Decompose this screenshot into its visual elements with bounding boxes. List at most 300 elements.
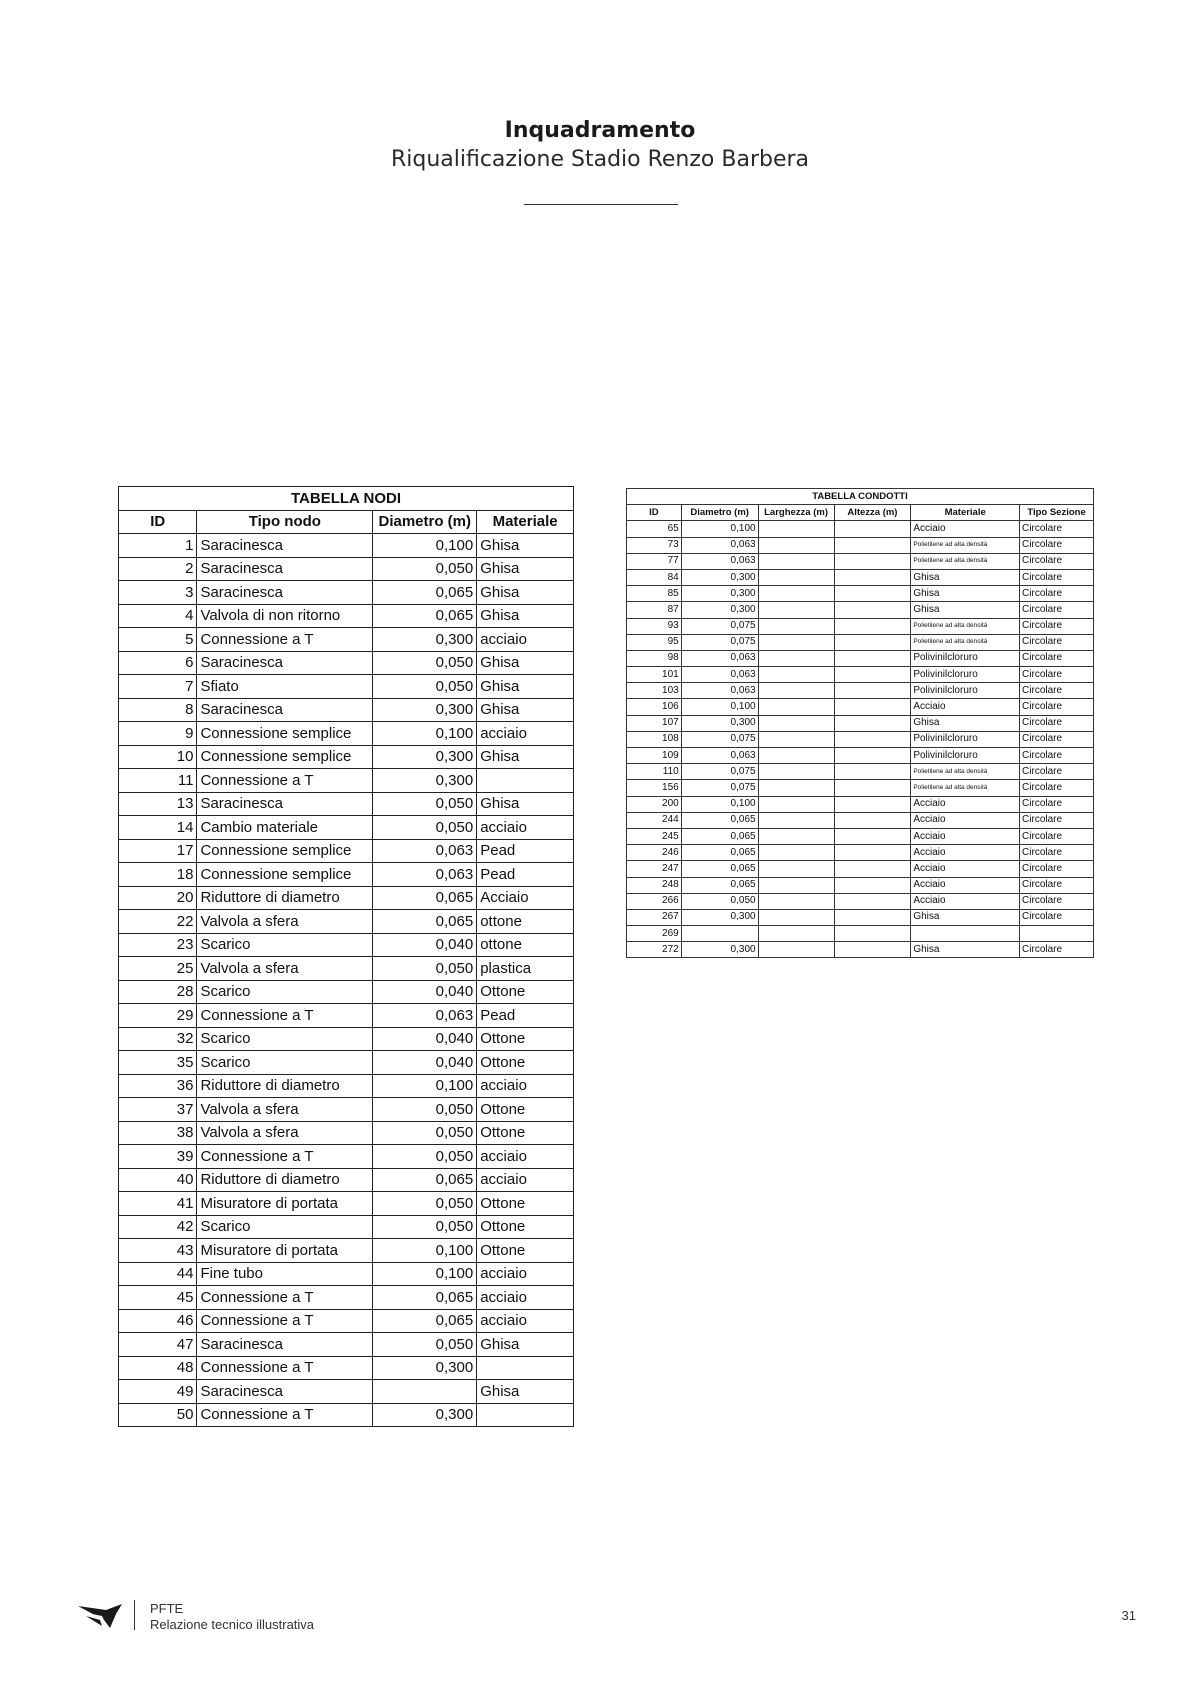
cell-material: acciaio bbox=[477, 1145, 574, 1169]
cell-diameter: 0,065 bbox=[681, 845, 758, 861]
cell-node-type: Saracinesca bbox=[197, 534, 373, 558]
cell-node-type: Saracinesca bbox=[197, 792, 373, 816]
table-row bbox=[119, 1239, 574, 1263]
cell-height bbox=[834, 748, 911, 764]
table-row bbox=[119, 839, 574, 863]
table-row bbox=[627, 634, 1094, 650]
cell-section-type: Circolare bbox=[1020, 861, 1094, 877]
page-title: Inquadramento bbox=[504, 118, 696, 143]
cell-diameter: 0,300 bbox=[681, 909, 758, 925]
table-row bbox=[119, 1027, 574, 1051]
cell-width bbox=[758, 796, 834, 812]
cell-diameter: 0,050 bbox=[373, 651, 477, 675]
cell-node-type: Connessione semplice bbox=[197, 863, 373, 887]
cell-material bbox=[911, 926, 1020, 942]
table-row bbox=[627, 537, 1094, 553]
cell-node-type: Connessione a T bbox=[197, 1356, 373, 1380]
cell-height bbox=[834, 942, 911, 958]
cell-material: acciaio bbox=[477, 628, 574, 652]
cell-id: 93 bbox=[627, 618, 682, 634]
cell-diameter: 0,065 bbox=[373, 1286, 477, 1310]
cell-node-type: Saracinesca bbox=[197, 651, 373, 675]
table-row bbox=[119, 1380, 574, 1404]
cell-id: 25 bbox=[119, 957, 197, 981]
table-row bbox=[119, 816, 574, 840]
cell-diameter: 0,063 bbox=[681, 667, 758, 683]
cell-id: 35 bbox=[119, 1051, 197, 1075]
cell-node-type: Riduttore di diametro bbox=[197, 1074, 373, 1098]
table-row bbox=[119, 886, 574, 910]
cell-id: 3 bbox=[119, 581, 197, 605]
cell-id: 95 bbox=[627, 634, 682, 650]
cell-node-type: Scarico bbox=[197, 933, 373, 957]
cell-node-type: Valvola a sfera bbox=[197, 1098, 373, 1122]
cell-material: Ghisa bbox=[911, 909, 1020, 925]
cell-material: Polivinilcloruro bbox=[911, 667, 1020, 683]
table-row bbox=[119, 628, 574, 652]
cell-material: Ghisa bbox=[477, 792, 574, 816]
cell-height bbox=[834, 537, 911, 553]
cell-id: 36 bbox=[119, 1074, 197, 1098]
cell-id: 108 bbox=[627, 731, 682, 747]
cell-node-type: Valvola a sfera bbox=[197, 957, 373, 981]
cell-material: Ghisa bbox=[477, 675, 574, 699]
cell-width bbox=[758, 521, 834, 537]
cell-section-type bbox=[1020, 926, 1094, 942]
cell-material: ottone bbox=[477, 933, 574, 957]
cell-diameter: 0,300 bbox=[681, 602, 758, 618]
cell-diameter: 0,063 bbox=[373, 863, 477, 887]
table-row bbox=[119, 698, 574, 722]
table-row bbox=[119, 1262, 574, 1286]
cell-material bbox=[477, 1356, 574, 1380]
cell-id: 49 bbox=[119, 1380, 197, 1404]
cell-height bbox=[834, 569, 911, 585]
cell-id: 50 bbox=[119, 1403, 197, 1427]
cell-diameter: 0,050 bbox=[373, 957, 477, 981]
table-row bbox=[119, 1145, 574, 1169]
cell-width bbox=[758, 828, 834, 844]
cell-id: 106 bbox=[627, 699, 682, 715]
cell-section-type: Circolare bbox=[1020, 731, 1094, 747]
column-header: Materiale bbox=[477, 510, 574, 534]
cell-id: 8 bbox=[119, 698, 197, 722]
cell-height bbox=[834, 650, 911, 666]
cell-width bbox=[758, 569, 834, 585]
cell-node-type: Valvola a sfera bbox=[197, 1121, 373, 1145]
cell-material: Polietilene ad alta densità bbox=[911, 618, 1020, 634]
cell-id: 41 bbox=[119, 1192, 197, 1216]
cell-width bbox=[758, 748, 834, 764]
cell-diameter: 0,300 bbox=[681, 715, 758, 731]
cell-section-type: Circolare bbox=[1020, 812, 1094, 828]
cell-diameter: 0,300 bbox=[681, 586, 758, 602]
table-row bbox=[119, 1333, 574, 1357]
cell-height bbox=[834, 699, 911, 715]
cell-section-type: Circolare bbox=[1020, 845, 1094, 861]
cell-id: 272 bbox=[627, 942, 682, 958]
cell-material: Ghisa bbox=[911, 715, 1020, 731]
cell-id: 23 bbox=[119, 933, 197, 957]
cell-id: 73 bbox=[627, 537, 682, 553]
cell-id: 1 bbox=[119, 534, 197, 558]
table-row bbox=[119, 1051, 574, 1075]
cell-id: 10 bbox=[119, 745, 197, 769]
cell-id: 28 bbox=[119, 980, 197, 1004]
cell-width bbox=[758, 893, 834, 909]
cell-node-type: Saracinesca bbox=[197, 557, 373, 581]
cell-material: Acciaio bbox=[911, 861, 1020, 877]
cell-node-type: Saracinesca bbox=[197, 1380, 373, 1404]
eagle-logo-icon bbox=[76, 1598, 124, 1634]
cell-diameter bbox=[373, 1380, 477, 1404]
cell-diameter: 0,300 bbox=[681, 942, 758, 958]
cell-height bbox=[834, 634, 911, 650]
cell-material: Polivinilcloruro bbox=[911, 731, 1020, 747]
nodes-table-header bbox=[119, 510, 574, 534]
cell-id: 245 bbox=[627, 828, 682, 844]
cell-diameter: 0,040 bbox=[373, 1051, 477, 1075]
cell-material: acciaio bbox=[477, 1168, 574, 1192]
cell-id: 247 bbox=[627, 861, 682, 877]
cell-material: Acciaio bbox=[911, 812, 1020, 828]
cell-material: Ghisa bbox=[911, 942, 1020, 958]
table-row bbox=[119, 933, 574, 957]
cell-height bbox=[834, 586, 911, 602]
pipes-table-header bbox=[627, 505, 1094, 521]
cell-diameter: 0,065 bbox=[373, 910, 477, 934]
table-row bbox=[119, 957, 574, 981]
cell-height bbox=[834, 764, 911, 780]
cell-material: acciaio bbox=[477, 1286, 574, 1310]
table-row bbox=[627, 909, 1094, 925]
cell-diameter: 0,040 bbox=[373, 1027, 477, 1051]
cell-id: 17 bbox=[119, 839, 197, 863]
cell-diameter: 0,065 bbox=[373, 1309, 477, 1333]
cell-id: 244 bbox=[627, 812, 682, 828]
table-row bbox=[627, 586, 1094, 602]
cell-node-type: Connessione a T bbox=[197, 769, 373, 793]
cell-width bbox=[758, 667, 834, 683]
cell-node-type: Scarico bbox=[197, 980, 373, 1004]
cell-id: 107 bbox=[627, 715, 682, 731]
cell-material: Acciaio bbox=[911, 699, 1020, 715]
cell-diameter: 0,075 bbox=[681, 731, 758, 747]
cell-width bbox=[758, 586, 834, 602]
cell-diameter: 0,050 bbox=[373, 1098, 477, 1122]
cell-section-type: Circolare bbox=[1020, 618, 1094, 634]
table-row bbox=[119, 1121, 574, 1145]
cell-diameter: 0,065 bbox=[681, 812, 758, 828]
cell-node-type: Connessione semplice bbox=[197, 745, 373, 769]
cell-width bbox=[758, 650, 834, 666]
cell-node-type: Misuratore di portata bbox=[197, 1192, 373, 1216]
cell-material: Ghisa bbox=[911, 586, 1020, 602]
cell-material: Polivinilcloruro bbox=[911, 650, 1020, 666]
cell-material: Polietilene ad alta densità bbox=[911, 537, 1020, 553]
cell-diameter: 0,063 bbox=[681, 553, 758, 569]
table-row bbox=[627, 602, 1094, 618]
cell-diameter: 0,100 bbox=[373, 534, 477, 558]
cell-material: Acciaio bbox=[477, 886, 574, 910]
cell-diameter: 0,300 bbox=[373, 628, 477, 652]
cell-id: 37 bbox=[119, 1098, 197, 1122]
cell-width bbox=[758, 553, 834, 569]
cell-diameter: 0,050 bbox=[681, 893, 758, 909]
cell-section-type: Circolare bbox=[1020, 634, 1094, 650]
cell-id: 11 bbox=[119, 769, 197, 793]
cell-diameter: 0,050 bbox=[373, 1121, 477, 1145]
cell-id: 9 bbox=[119, 722, 197, 746]
table-row bbox=[627, 926, 1094, 942]
footer-doc-code: PFTE bbox=[150, 1601, 184, 1616]
table-row bbox=[119, 863, 574, 887]
cell-height bbox=[834, 731, 911, 747]
cell-id: 6 bbox=[119, 651, 197, 675]
cell-id: 4 bbox=[119, 604, 197, 628]
table-row bbox=[627, 715, 1094, 731]
cell-node-type: Saracinesca bbox=[197, 698, 373, 722]
cell-node-type: Saracinesca bbox=[197, 1333, 373, 1357]
page-footer bbox=[76, 1596, 1136, 1636]
cell-node-type: Connessione semplice bbox=[197, 722, 373, 746]
cell-node-type: Scarico bbox=[197, 1027, 373, 1051]
cell-material: Acciaio bbox=[911, 893, 1020, 909]
cell-material: Ottone bbox=[477, 1027, 574, 1051]
cell-id: 47 bbox=[119, 1333, 197, 1357]
cell-section-type: Circolare bbox=[1020, 748, 1094, 764]
cell-width bbox=[758, 909, 834, 925]
cell-section-type: Circolare bbox=[1020, 715, 1094, 731]
table-row bbox=[119, 1215, 574, 1239]
table-row bbox=[627, 764, 1094, 780]
table-row bbox=[627, 553, 1094, 569]
table-row bbox=[119, 722, 574, 746]
column-header: Altezza (m) bbox=[834, 505, 911, 521]
cell-material: Ghisa bbox=[477, 557, 574, 581]
cell-material: acciaio bbox=[477, 722, 574, 746]
nodes-table-caption: TABELLA NODI bbox=[119, 487, 574, 511]
cell-id: 246 bbox=[627, 845, 682, 861]
cell-diameter: 0,063 bbox=[681, 748, 758, 764]
cell-id: 2 bbox=[119, 557, 197, 581]
column-header: Tipo nodo bbox=[197, 510, 373, 534]
table-row bbox=[627, 877, 1094, 893]
cell-section-type: Circolare bbox=[1020, 553, 1094, 569]
cell-diameter: 0,075 bbox=[681, 780, 758, 796]
cell-section-type: Circolare bbox=[1020, 586, 1094, 602]
cell-node-type: Misuratore di portata bbox=[197, 1239, 373, 1263]
cell-diameter: 0,050 bbox=[373, 1145, 477, 1169]
cell-node-type: Connessione a T bbox=[197, 1145, 373, 1169]
cell-diameter: 0,050 bbox=[373, 1192, 477, 1216]
cell-node-type: Connessione semplice bbox=[197, 839, 373, 863]
cell-id: 200 bbox=[627, 796, 682, 812]
table-row bbox=[119, 581, 574, 605]
table-row bbox=[119, 1403, 574, 1427]
column-header: ID bbox=[627, 505, 682, 521]
cell-id: 20 bbox=[119, 886, 197, 910]
cell-width bbox=[758, 780, 834, 796]
cell-id: 65 bbox=[627, 521, 682, 537]
cell-diameter: 0,065 bbox=[681, 861, 758, 877]
cell-material: Ghisa bbox=[911, 569, 1020, 585]
cell-height bbox=[834, 602, 911, 618]
table-row bbox=[119, 980, 574, 1004]
cell-id: 14 bbox=[119, 816, 197, 840]
cell-diameter: 0,100 bbox=[373, 1074, 477, 1098]
cell-id: 5 bbox=[119, 628, 197, 652]
column-header: Tipo Sezione bbox=[1020, 505, 1094, 521]
cell-material: Ghisa bbox=[477, 534, 574, 558]
cell-section-type: Circolare bbox=[1020, 893, 1094, 909]
cell-material: Pead bbox=[477, 839, 574, 863]
table-row bbox=[119, 769, 574, 793]
cell-node-type: Valvola di non ritorno bbox=[197, 604, 373, 628]
cell-material: Acciaio bbox=[911, 796, 1020, 812]
cell-diameter: 0,065 bbox=[373, 604, 477, 628]
table-row bbox=[627, 812, 1094, 828]
cell-height bbox=[834, 812, 911, 828]
cell-diameter: 0,063 bbox=[373, 1004, 477, 1028]
cell-material: Pead bbox=[477, 1004, 574, 1028]
table-row bbox=[627, 667, 1094, 683]
cell-diameter: 0,075 bbox=[681, 764, 758, 780]
cell-diameter: 0,050 bbox=[373, 1333, 477, 1357]
page-subtitle: Riqualificazione Stadio Renzo Barbera bbox=[390, 147, 810, 172]
cell-section-type: Circolare bbox=[1020, 780, 1094, 796]
cell-diameter: 0,065 bbox=[681, 828, 758, 844]
table-row bbox=[627, 861, 1094, 877]
pipes-table-caption: TABELLA CONDOTTI bbox=[627, 489, 1094, 505]
page-header bbox=[0, 118, 1200, 172]
cell-node-type: Connessione a T bbox=[197, 628, 373, 652]
table-row bbox=[627, 780, 1094, 796]
cell-id: 7 bbox=[119, 675, 197, 699]
cell-node-type: Scarico bbox=[197, 1215, 373, 1239]
cell-diameter: 0,065 bbox=[373, 886, 477, 910]
cell-material: Ottone bbox=[477, 1239, 574, 1263]
cell-material: acciaio bbox=[477, 1309, 574, 1333]
cell-width bbox=[758, 699, 834, 715]
cell-section-type: Circolare bbox=[1020, 521, 1094, 537]
cell-section-type: Circolare bbox=[1020, 877, 1094, 893]
cell-width bbox=[758, 634, 834, 650]
cell-material: Ghisa bbox=[477, 581, 574, 605]
cell-width bbox=[758, 812, 834, 828]
cell-diameter: 0,100 bbox=[373, 1262, 477, 1286]
cell-diameter: 0,063 bbox=[373, 839, 477, 863]
cell-diameter: 0,100 bbox=[681, 521, 758, 537]
table-row bbox=[119, 1098, 574, 1122]
cell-material: Ottone bbox=[477, 1051, 574, 1075]
cell-material: Ottone bbox=[477, 1121, 574, 1145]
cell-id: 109 bbox=[627, 748, 682, 764]
table-row bbox=[119, 745, 574, 769]
cell-height bbox=[834, 893, 911, 909]
table-row bbox=[627, 748, 1094, 764]
cell-material: Ghisa bbox=[477, 1380, 574, 1404]
cell-id: 77 bbox=[627, 553, 682, 569]
cell-node-type: Connessione a T bbox=[197, 1286, 373, 1310]
cell-section-type: Circolare bbox=[1020, 764, 1094, 780]
table-row bbox=[119, 557, 574, 581]
table-row bbox=[119, 1356, 574, 1380]
title-divider bbox=[524, 204, 678, 205]
cell-height bbox=[834, 683, 911, 699]
cell-material bbox=[477, 769, 574, 793]
cell-id: 22 bbox=[119, 910, 197, 934]
table-row bbox=[119, 910, 574, 934]
cell-width bbox=[758, 602, 834, 618]
cell-id: 13 bbox=[119, 792, 197, 816]
table-row bbox=[119, 1192, 574, 1216]
table-row bbox=[119, 1074, 574, 1098]
cell-diameter: 0,100 bbox=[373, 1239, 477, 1263]
column-header: ID bbox=[119, 510, 197, 534]
cell-material bbox=[477, 1403, 574, 1427]
cell-material: Acciaio bbox=[911, 845, 1020, 861]
cell-node-type: Fine tubo bbox=[197, 1262, 373, 1286]
cell-node-type: Riduttore di diametro bbox=[197, 886, 373, 910]
cell-material: Polietilene ad alta densità bbox=[911, 553, 1020, 569]
cell-diameter: 0,065 bbox=[681, 877, 758, 893]
cell-diameter: 0,050 bbox=[373, 557, 477, 581]
cell-diameter bbox=[681, 926, 758, 942]
cell-diameter: 0,063 bbox=[681, 537, 758, 553]
cell-height bbox=[834, 845, 911, 861]
column-header: Diametro (m) bbox=[373, 510, 477, 534]
cell-width bbox=[758, 683, 834, 699]
cell-node-type: Sfiato bbox=[197, 675, 373, 699]
table-row bbox=[627, 828, 1094, 844]
cell-material: Polietilene ad alta densità bbox=[911, 634, 1020, 650]
cell-node-type: Saracinesca bbox=[197, 581, 373, 605]
cell-width bbox=[758, 715, 834, 731]
cell-id: 43 bbox=[119, 1239, 197, 1263]
cell-diameter: 0,050 bbox=[373, 1215, 477, 1239]
table-row bbox=[627, 521, 1094, 537]
cell-id: 87 bbox=[627, 602, 682, 618]
table-row bbox=[627, 942, 1094, 958]
cell-material: Ghisa bbox=[477, 1333, 574, 1357]
cell-diameter: 0,050 bbox=[373, 675, 477, 699]
cell-id: 29 bbox=[119, 1004, 197, 1028]
cell-id: 248 bbox=[627, 877, 682, 893]
table-row bbox=[627, 731, 1094, 747]
cell-id: 46 bbox=[119, 1309, 197, 1333]
cell-id: 40 bbox=[119, 1168, 197, 1192]
cell-id: 38 bbox=[119, 1121, 197, 1145]
cell-width bbox=[758, 764, 834, 780]
cell-height bbox=[834, 926, 911, 942]
cell-width bbox=[758, 845, 834, 861]
cell-id: 156 bbox=[627, 780, 682, 796]
cell-diameter: 0,300 bbox=[373, 769, 477, 793]
cell-width bbox=[758, 942, 834, 958]
table-row bbox=[627, 618, 1094, 634]
cell-node-type: Valvola a sfera bbox=[197, 910, 373, 934]
cell-material: plastica bbox=[477, 957, 574, 981]
table-row bbox=[119, 651, 574, 675]
cell-diameter: 0,075 bbox=[681, 618, 758, 634]
cell-node-type: Riduttore di diametro bbox=[197, 1168, 373, 1192]
cell-material: Polietilene ad alta densità bbox=[911, 764, 1020, 780]
cell-section-type: Circolare bbox=[1020, 650, 1094, 666]
cell-node-type: Connessione a T bbox=[197, 1403, 373, 1427]
cell-id: 48 bbox=[119, 1356, 197, 1380]
cell-diameter: 0,075 bbox=[681, 634, 758, 650]
